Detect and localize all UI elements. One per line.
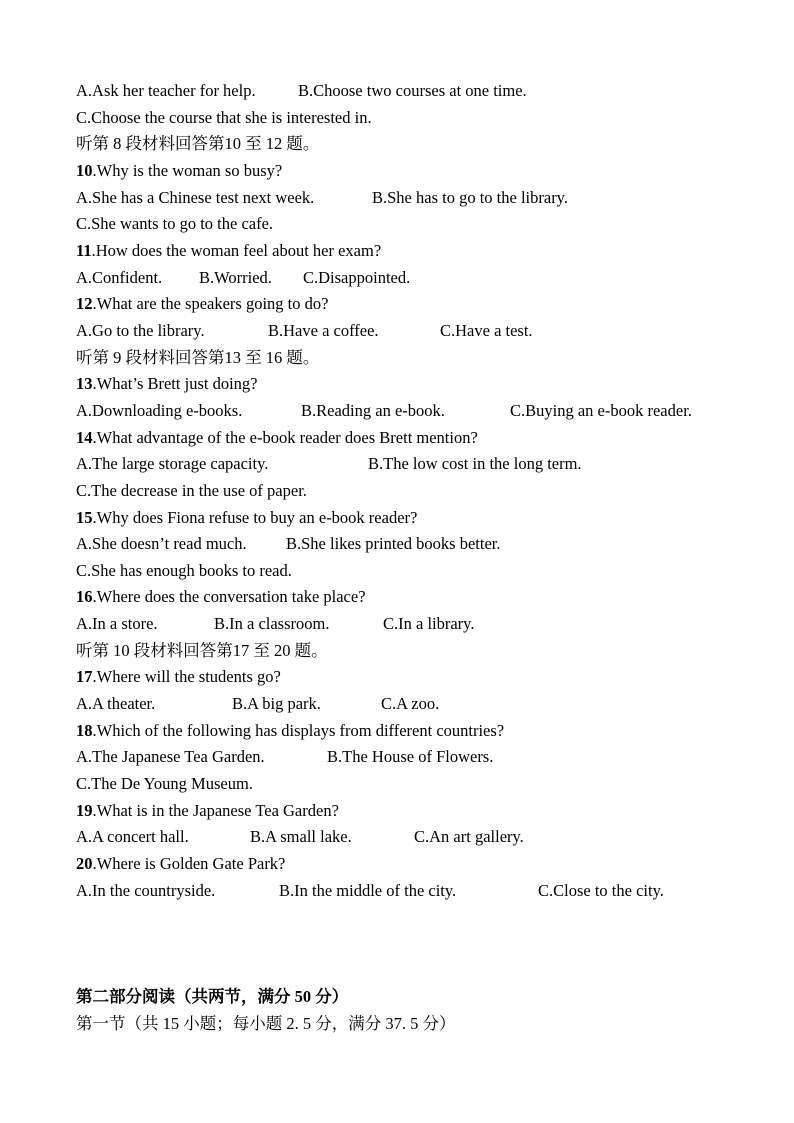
question-number: 14 [76,427,93,447]
option-b: B.The low cost in the long term. [368,454,582,474]
option-b: B.Worried. [199,267,272,287]
option-b: B.She has to go to the library. [372,187,568,207]
question-number: 18 [76,720,93,740]
option-a: A.The large storage capacity. [76,454,269,474]
part-heading: 第二部分阅读（共两节，满分 50 分） [76,987,349,1007]
question-text: .Why does Fiona refuse to buy an e-book reader? [92,507,418,527]
options-line [76,265,756,292]
question-text: .What’s Brett just doing? [92,374,258,394]
question-13 [76,371,756,398]
question-text: .Where will the students go? [92,667,281,687]
question-number: 13 [76,374,93,394]
section-instruction: 听第 9 段材料回答第13 至 16 题。 [76,347,320,367]
options-line [76,611,756,638]
question-number: 10 [76,160,93,180]
option-b: B.The House of Flowers. [327,747,494,767]
options-line [76,771,756,798]
question-number: 17 [76,667,93,687]
section-instruction: 听第 8 段材料回答第10 至 12 题。 [76,134,320,154]
options-line [76,558,756,585]
option-b: B.In the middle of the city. [279,880,457,900]
question-17 [76,664,756,691]
option-a: A.She has a Chinese test next week. [76,187,315,207]
option-b: B.Reading an e-book. [301,400,445,420]
section-instruction: 听第 10 段材料回答第17 至 20 题。 [76,640,328,660]
question-number: 15 [76,507,93,527]
question-text: .How does the woman feel about her exam? [91,240,382,260]
question-text: .Where is Golden Gate Park? [92,854,286,874]
option-c: C.An art gallery. [414,827,524,847]
option-a: A.Downloading e-books. [76,400,243,420]
option-c: C.She wants to go to the cafe. [76,214,274,234]
options-line [76,451,756,478]
options-line [76,78,756,105]
option-c: C.Close to the city. [538,880,664,900]
options-line [76,878,756,905]
option-c: C.Disappointed. [303,267,411,287]
option-b: B.In a classroom. [214,614,330,634]
question-15 [76,505,756,532]
option-c: C.The De Young Museum. [76,774,253,794]
question-number: 12 [76,294,93,314]
exam-page [76,78,756,1038]
option-b: B.She likes printed books better. [286,534,501,554]
section-spacer [76,904,756,984]
option-a: A.Confident. [76,267,163,287]
question-number: 20 [76,854,93,874]
section-heading: 第一节（共 15 小题；每小题 2. 5 分，满分 37. 5 分） [76,1014,456,1033]
option-c: C.She has enough books to read. [76,560,292,580]
option-a: A.Ask her teacher for help. [76,81,256,100]
question-12 [76,291,756,318]
question-10 [76,158,756,185]
option-a: A.The Japanese Tea Garden. [76,747,265,767]
option-b: B.A small lake. [250,827,352,847]
question-text: .Where does the conversation take place? [92,587,366,607]
option-a: A.Go to the library. [76,320,205,340]
option-a: A.She doesn’t read much. [76,534,247,554]
options-line [76,105,756,132]
option-b: B.Have a coffee. [268,320,379,340]
option-b: B.A big park. [232,694,321,714]
question-text: .What is in the Japanese Tea Garden? [92,800,339,820]
options-line [76,531,756,558]
option-c: C.In a library. [383,614,475,634]
options-line [76,478,756,505]
question-text: .Which of the following has displays from different countries? [92,720,505,740]
options-line [76,185,756,212]
question-14 [76,425,756,452]
option-a: A.In the countryside. [76,880,216,900]
option-a: A.A concert hall. [76,827,189,847]
options-line [76,824,756,851]
question-18 [76,718,756,745]
question-16 [76,584,756,611]
question-text: .Why is the woman so busy? [92,160,283,180]
options-line [76,691,756,718]
question-number: 19 [76,800,93,820]
option-a: A.In a store. [76,614,158,634]
question-20 [76,851,756,878]
option-c: C.A zoo. [381,694,440,714]
question-11 [76,238,756,265]
option-c: C.Buying an e-book reader. [510,400,692,420]
option-c: C.The decrease in the use of paper. [76,480,307,500]
options-line [76,318,756,345]
option-a: A.A theater. [76,694,156,714]
question-text: .What advantage of the e-book reader does Brett mention? [92,427,478,447]
options-line [76,398,756,425]
options-line [76,744,756,771]
options-line [76,211,756,238]
question-number: 11 [76,240,92,260]
option-b: B.Choose two courses at one time. [298,81,527,100]
option-c: C.Have a test. [440,320,533,340]
question-number: 16 [76,587,93,607]
question-19 [76,798,756,825]
question-text: .What are the speakers going to do? [92,294,329,314]
option-c: C.Choose the course that she is interested in. [76,107,372,127]
